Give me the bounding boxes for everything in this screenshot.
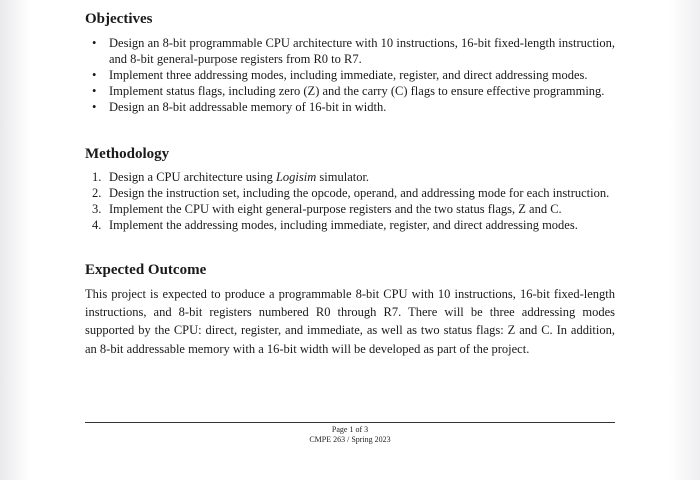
expected-outcome-heading: Expected Outcome (85, 262, 207, 278)
bullet-icon: • (92, 36, 97, 50)
methodology-heading: Methodology (85, 146, 170, 162)
methodology-list (85, 169, 615, 233)
bullet-icon: • (92, 84, 97, 98)
bullet-icon: • (92, 100, 97, 114)
expected-outcome-paragraph: This project is expected to produce a programmable 8-bit CPU with 10 instructions, 16-bit fixed-length instructions, and 8-bit registers numbered R0 through R7. There will be three addressing modes supported by the CPU: direct, register, and immediate, as well as two status flags: Z and C. In addition, an 8-bit addressable memory with a 16-bit width will be developed as part of the project. (85, 287, 615, 356)
methodology-item: 1. Design a CPU architecture using Logisim simulator. (92, 170, 370, 184)
page-footer (85, 425, 615, 445)
methodology-item: 2. Design the instruction set, including the opcode, operand, and addressing mode for each instruction. (92, 186, 610, 200)
methodology-item: 4. Implement the addressing modes, including immediate, register, and direct addressing modes. (92, 218, 578, 232)
objective-item: • Implement three addressing modes, including immediate, register, and direct addressing modes. (92, 68, 588, 82)
footer-divider (85, 422, 615, 423)
objective-item: • Design an 8-bit programmable CPU architecture with 10 instructions, 16-bit fixed-length instruction, and 8-bit general-purpose registers from R0 to R7. (92, 36, 615, 66)
document-content (85, 8, 615, 358)
bullet-icon: • (92, 68, 97, 82)
course-label: CMPE 263 / Spring 2023 (309, 435, 391, 444)
objectives-heading: Objectives (85, 11, 153, 27)
page-number: Page 1 of 3 (331, 425, 369, 434)
methodology-item: 3. Implement the CPU with eight general-purpose registers and the two status flags, Z and C. (92, 202, 562, 216)
objective-item: • Design an 8-bit addressable memory of 16-bit in width. (92, 100, 387, 114)
objectives-list (85, 35, 615, 115)
objective-item: • Implement status flags, including zero (Z) and the carry (C) flags to ensure effective programming. (92, 84, 605, 98)
